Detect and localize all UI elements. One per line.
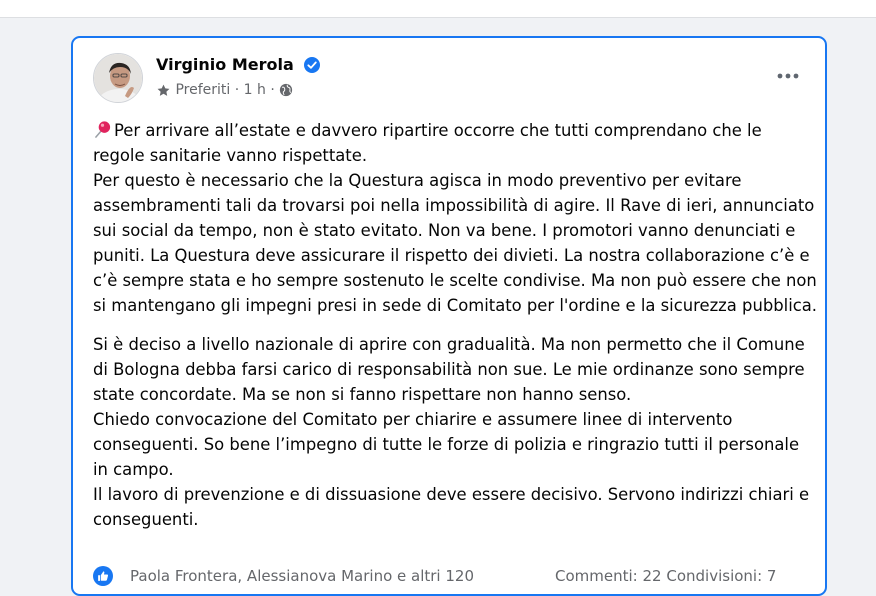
more-options-icon [777,73,799,79]
post-header [73,38,825,116]
pushpin-icon [93,120,112,139]
comments-count[interactable]: Commenti: 22 [555,567,662,585]
post-card [71,36,827,596]
audience-label[interactable]: Preferiti [175,82,231,98]
meta-separator-2: · [270,82,275,98]
post-meta [156,82,293,100]
post-text-line: Chiedo convocazione del Comitato per chiarire e assumere linee di intervento conseguenti. So bene l’impegno di tutte le forze di polizia e ringrazio tutti il personale in campo. [93,410,800,479]
top-navigation-bar [0,0,876,18]
post-text-line: Per questo è necessario che la Questura agisca in modo preventivo per evitare assembramenti tali da trovarsi poi nella impossibilità di agire. Il Rave di ieri, annunciato sui social da tempo, non è stato evitato. Non va bene. I promotori vanno denunciati e puniti. La Questura deve assicurare il rispetto dei divieti. La nostra collaborazione c’è e c’è sempre stata e ho sempre sostenuto le scelte condivise. Ma non può essere che non si mantengano gli impegni presi in sede di Comitato per l'ordine e la sicurezza pubblica. [93,171,818,315]
engagement-counts [555,567,776,585]
like-icon[interactable] [93,566,113,586]
avatar[interactable] [93,53,143,103]
globe-icon[interactable] [279,83,293,97]
author-line [156,54,320,76]
shares-count[interactable]: Condivisioni: 7 [666,567,777,585]
post-footer [93,564,813,588]
author-name[interactable]: Virginio Merola [156,55,294,74]
post-text-line: Il lavoro di prevenzione e di dissuasione deve essere decisivo. Servono indirizzi chiari e conseguenti. [93,485,810,529]
post-text [93,118,818,532]
verified-badge-icon [304,57,320,73]
post-time[interactable]: 1 h [243,82,266,98]
post-paragraph-2 [93,332,818,532]
meta-separator: · [234,82,240,98]
post-paragraph-1 [93,118,818,318]
reactions-summary[interactable]: Paola Frontera, Alessianova Marino e altri 120 [130,567,474,585]
more-options-button[interactable] [771,62,805,90]
post-text-line: Si è deciso a livello nazionale di aprire con gradualità. Ma non permetto che il Comune di Bologna debba farsi carico di responsabilità non sue. Le mie ordinanze sono sempre state concordate. Ma se non si fanno rispettare non hanno senso. [93,335,805,404]
star-icon [156,83,171,98]
post-text-line: Per arrivare all’estate e davvero ripartire occorre che tutti comprendano che le regole sanitarie vanno rispettate. [93,121,762,165]
